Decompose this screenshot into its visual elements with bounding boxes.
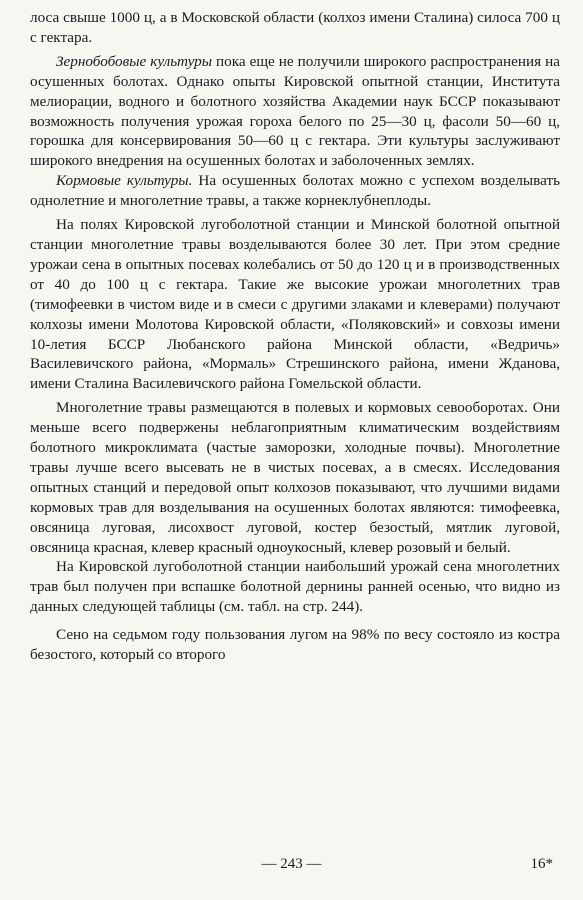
printer-signature: 16* bbox=[530, 856, 553, 872]
paragraph-perennial-grasses bbox=[30, 398, 560, 557]
paragraph-continuation bbox=[30, 8, 560, 48]
paragraph-heading: Кормовые культуры. bbox=[56, 172, 193, 190]
page-footer bbox=[0, 856, 583, 880]
paragraph-text: На Кировской лугоболотной станции наибольший урожай сена многолетних трав был получен при вспашке болотной дернины ранней осенью, что видно из данных следующей таблицы (см. табл. на стр. 244). bbox=[30, 558, 560, 616]
paragraph-fodder bbox=[30, 171, 560, 211]
page-number: — 243 — bbox=[261, 856, 322, 872]
paragraph-heading: Зернобобовые культуры bbox=[56, 52, 213, 70]
paragraph-text: Многолетние травы размещаются в полевых и кормовых севооборотах. Они меньше всего подвержены неблагоприятным климатическим воздействиям болотного микроклимата (частые заморозки, холодные почвы). Многолетние травы лучше всего высевать не в чистых посевах, а в смесях. Исследования опытных станций и передовой опыт колхозов показывают, что лучшими видами кормовых трав для возделывания на осушенных болотах являются: тимофеевка, овсяница луговая, лисохвост луговой, костер безостый, мятлик луговой, овсяница красная, клевер красный одноукосный, клевер розовый и белый. bbox=[30, 399, 560, 556]
paragraph-hay bbox=[30, 625, 560, 665]
paragraph-yield bbox=[30, 557, 560, 617]
paragraph-text: Сено на седьмом году пользования лугом на 98% по весу состояло из костра безостого, который со второго bbox=[30, 626, 560, 664]
paragraph-text: На осушенных болотах можно с успехом возделывать однолетние и многолетние травы, а также корнеклубнеплоды. bbox=[30, 172, 561, 210]
paragraph-text: На полях Кировской лугоболотной станции и Минской болотной опытной станции многолетние травы возделываются более 30 лет. При этом средние урожаи сена в опытных посевах колебались от 50 до 120 ц и в производственных от 40 до 100 ц с гектара. Такие же высокие урожаи многолетних трав (тимофеевки в чистом виде и в смеси с другими злаками и клеверами) получают колхозы имени Молотова Кировской области, «Поляковский» и совхозы имени 10-летия БССР Любанского района Минской области, «Ведричь» Василевичского района, «Мормаль» Стрешинского района, имени Жданова, имени Сталина Василевичского района Гомельской области. bbox=[30, 216, 560, 393]
page-text bbox=[30, 8, 560, 665]
paragraph-text: лоса свыше 1000 ц, а в Московской области (колхоз имени Сталина) силоса 700 ц с гектара. bbox=[30, 9, 560, 46]
paragraph-text: пока еще не получили широкого распространения на осушенных болотах. Однако опыты Кировской опытной станции, Института мелиорации, водного и болотного хозяйства Академии наук БССР показывают возможность получения урожая гороха белого по 25—30 ц, фасоли 50—60 ц, горошка для консервирования 50—60 ц с гектара. Эти культуры заслуживают широкого внедрения на осушенных болотах и заболоченных землях. bbox=[30, 52, 561, 170]
paragraph-legumes bbox=[30, 52, 560, 171]
paragraph-kirov-station bbox=[30, 215, 560, 394]
